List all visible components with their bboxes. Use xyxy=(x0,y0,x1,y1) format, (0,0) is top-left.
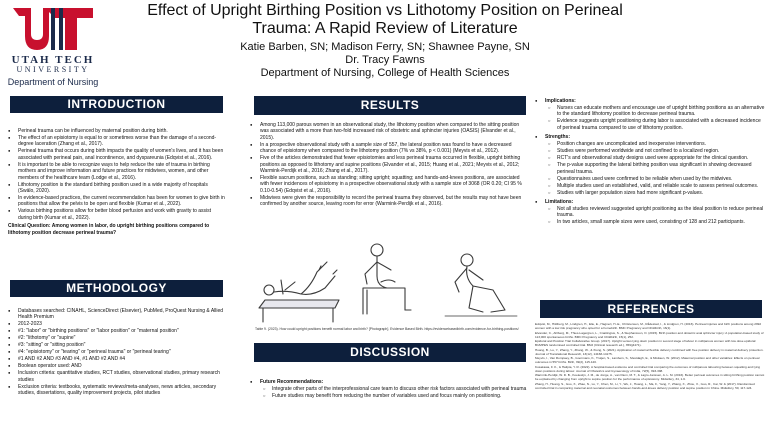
results-heading: RESULTS xyxy=(254,96,526,115)
implications-list xyxy=(535,98,765,226)
list-item: ● #2: "lithotomy" or "supine" xyxy=(8,335,225,341)
list-item: ● Databases searched: CINAHL, ScienceDirect (Elsevier), PubMed, ProQuest Nursing & Allied Health Premium xyxy=(8,308,225,321)
reference-item: Meyvis, I., Van Rompaey, B., Goormans, K., Truijen, S., Lambers, S., Mestdagh, E., & Mistiaen, W. (2012). Maternal position and other variables: Effects on perineal outcomes in 557 births. Birth, 39(2), 115-120. xyxy=(535,356,760,365)
poster-title: Effect of Upright Birthing Position vs Lithotomy Position on Perineal Trauma: A Rapid Review of Literature xyxy=(147,2,623,37)
methodology-section xyxy=(8,308,225,397)
results-section xyxy=(250,122,528,208)
list-item: ● Flexible sacrum positions, such as standing; sitting upright; squatting; and hands-and-knees positions, are associated with fewer incidences of episiotomy in a prospective observational study with a sample size of 3068 (OR 0.20; CI 95 % 0.10-0.54) (Edqvist et al., 2016). xyxy=(250,175,528,194)
figure-caption: Table 9. (2023). How could upright positions benefit normal labor and birth? [Photograph]. Evidence Based Birth. https://evidencebasedbirth.com/evidence-for-birthing-positions/ xyxy=(255,327,519,331)
logo-department: Department of Nursing xyxy=(7,77,99,87)
list-item: ○ Studies were performed worldwide and not confined to a localized region. xyxy=(535,148,765,154)
introduction-heading: INTRODUCTION xyxy=(10,96,223,113)
poster-header xyxy=(120,2,650,80)
list-item: ● #4: "episiotomy" or "tearing" or "perineal trauma" or "perineal tearing" xyxy=(8,349,225,355)
poster-department: Department of Nursing, College of Health Sciences xyxy=(260,67,510,79)
list-item: ● Perineal trauma that occurs during birth impacts the quality of women's lives, and it has been associated with perineal pain, anal incontinence, and dyspareunia (Edqvist et al., 2016). xyxy=(8,148,225,161)
birthing-positions-illustration xyxy=(255,230,527,326)
discussion-list xyxy=(250,379,528,399)
implications-heading: ● Implications: xyxy=(535,98,765,104)
list-item: ● #3: "sitting" or "sitting position" xyxy=(8,342,225,348)
list-item: ○ Future studies may benefit from reducing the number of variables used and focus mainly on positioning. xyxy=(250,393,528,399)
ut-logo-icon xyxy=(11,6,95,52)
list-item: ● Among 113,000 parous women in an observational study, the lithotomy position when compared to the sitting position was associated with a more than two-fold increased risk of obstetric anal sphincter injuries (OASIS) (Elvander et al., 2015). xyxy=(250,122,528,141)
reference-item: Epidural and Position Trial Collaborative Group. (2017). Upright versus lying down position in second stage of labour in nulliparous women with low dose epidural: BUMPES randomised controlled trial. BMJ (Clinical research ed.), 359(j4471). xyxy=(535,339,757,348)
list-item: ○ Position changes are uncomplicated and inexpensive interventions. xyxy=(535,141,765,147)
reference-item: Huang, B., Lu, Y., Zhang, Y., Zhang, W., & Xiong, S. (2021). Application of maternal flexible delivery combined with free position delivery in maternal delivery protection. Journal of Translational Research, 13(12), 14168-14175. xyxy=(535,347,764,356)
discussion-subheading: ● Future Recommendations: xyxy=(250,379,528,385)
list-item: ○ Nurses can educate mothers and encourage use of upright birthing positions as an alternative to the standard lithotomy position to decrease perineal trauma. xyxy=(535,105,765,118)
introduction-list xyxy=(8,128,225,221)
list-item: ○ Questionnaires used were confirmed to be reliable when used by the midwives. xyxy=(535,176,765,182)
list-item: ○ Not all studies reviewed suggested upright positioning as the ideal position to reduce perineal trauma. xyxy=(535,206,765,219)
list-item: ○ Multiple studies used an established, valid, and reliable scale to assess perineal outcomes. xyxy=(535,183,765,189)
poster-authors: Katie Barben, SN; Madison Ferry, SN; Shawnee Payne, SN xyxy=(240,41,530,53)
discussion-section xyxy=(250,379,528,400)
list-item: ● Midwives were given the responsibility to record the perineal trauma they observed, but the results may not have been confirmed by another source, leaving room for error (Warmink-Perdijk et al., 2016). xyxy=(250,195,528,208)
list-item: ● Various birthing positions allow for better blood perfusion and work with gravity to assist during birth (Kumar et al., 2022). xyxy=(8,208,225,221)
results-list xyxy=(250,122,528,208)
methodology-list xyxy=(8,308,225,397)
list-item: ● In a prospective observational study with a sample size of 557, the lateral position was found to have a decreased chance of episiotomy when compared to the lithotomy position (7% vs 38%, p < 0.001) (Meyvis et al., 2012). xyxy=(250,142,528,155)
list-item: ○ Studies with larger population sizes had more significant p-values. xyxy=(535,190,765,196)
lithotomy-position-drawing xyxy=(259,262,339,322)
list-item: ● #1 AND #2 AND #3 AND #4, #1 AND #2 AND #4 xyxy=(8,356,225,362)
list-item: ● Inclusion criteria: quantitative studies, RCT studies, observational studies, primary research studies xyxy=(8,370,225,383)
limitations-heading: ● Limitations: xyxy=(535,199,765,205)
list-item: ● 2012-2023 xyxy=(8,321,225,327)
university-logo xyxy=(3,2,103,88)
list-item: ● Five of the articles demonstrated that fewer episiotomies and less perineal trauma occurred in flexible, upright birthing positions as opposed to lithotomy and supine positions (Elvander et al., 2015; Huang et al., 2021; Meyvis et al., 2012; Warmink-Perdijk et al., 2016; Zhang et al., 2017). xyxy=(250,155,528,174)
list-item: ○ RCT's and observational study designs used were appropriate for the clinical question. xyxy=(535,155,765,161)
discussion-heading: DISCUSSION xyxy=(254,343,526,362)
reference-item: Warmink-Perdijk, W. D. B., Koelewijn, J. M., de Jonge, A., van Diem, M. T., & Lagro-Janssen, A. L. M. (2016). Better perineal outcomes in sitting birthing position cannot be explained by changing from upright to supine position for the performance of episiotomy. Midwifery, 34, 1-6. xyxy=(535,373,765,382)
strengths-heading: ● Strengths: xyxy=(535,134,765,140)
list-item: ● In evidence-based practices, the current recommendation has been for women to give birth in positions that allow the pelvis to be open and flexible (Kumar et al., 2022). xyxy=(8,195,225,208)
reference-item: Kusakawa, F. K., & Halipta, Y. R. (2022). A hospital-based evidence and controlled trial comparing the outcomes of nulliparous labouring between squatting and lying down positions during labour. Journal of Obstetrics and Gynaecology of India, 72(5), 393-398. xyxy=(535,364,761,373)
reference-item: Edqvist, M., Hildberg, M., Lindgren, H., Elie, E., Hagnert, H.-E., Christensen, M., Rådestad, I., & Lindgren, H. (2016). Perineal injuries and birth positions among 2992 women with a low risk pregnancy who opted for a homebirth. BMC Pregnancy and Childbirth, 16(1). xyxy=(535,322,762,331)
list-item: ● It is important to be able to recognize ways to help reduce the rate of trauma in birthing mothers and improve information and future practices for midwives, women, and other members of the healthcare team (Lodge et al., 2016). xyxy=(8,162,225,181)
reference-item: Zhang, H., Huang, S., Guo, X., Zhao, N., Lu, Y., Chen, M., Li, Y., Wu, J., Huang, L., Ma, F., Yang, Y., Zhang, X., Zhou, X., Guo, R., Cai, W. & (2017). Randomised controlled trial in comparing maternal and neonatal outcomes between hands-and-knees delivery position and supine position in China. Midwifery, 50, 117-124. xyxy=(535,381,755,390)
kneeling-position-drawing xyxy=(445,254,517,316)
list-item: ● #1: "labor" or "birthing positions" or "labor position" or "maternal position" xyxy=(8,328,225,334)
methodology-heading: METHODOLOGY xyxy=(10,280,223,297)
clinical-question: Clinical Question: Among women in labor, do upright birthing positions compared to lithotomy position decrease perineal trauma? xyxy=(8,223,210,236)
reference-item: Elvander, C., Ahlberg, M., Thies-Lagergren, L., Cnattingius, S., & Stephansson, O. (2015). Birth position and obstetric anal sphincter injury: A population-based study of 113,000 spontaneous births. BMC Pregnancy and Childbirth, 15(1), 252. xyxy=(535,330,764,339)
references-heading: REFERENCES xyxy=(540,300,762,318)
list-item: ● Perineal trauma can be influenced by maternal position during birth. xyxy=(8,128,225,134)
logo-line-2: UNIVERSITY xyxy=(16,65,90,74)
list-item: ○ In two articles, small sample sizes were used, consisting of 128 and 212 participants. xyxy=(535,219,765,225)
list-item: ○ Integrate other parts of the interprofessional care team to discuss other risk factors associated with perineal trauma xyxy=(250,386,528,392)
list-item: ● The effect of an episiotomy is equal to or sometimes worse than the damage of a second-degree laceration (Zhang et al., 2017). xyxy=(8,135,225,148)
list-item: ○ The p-value supporting the lateral birthing position was significant in showing decreased perineal trauma. xyxy=(535,162,765,175)
list-item: ● Lithotomy position is the standard birthing position used in a wide majority of hospitals (Swälo, 2020). xyxy=(8,182,225,195)
list-item: ● Boolean operator used: AND xyxy=(8,363,225,369)
poster-advisor: Dr. Tracy Fawns xyxy=(345,54,425,66)
sitting-position-drawing xyxy=(363,244,411,314)
list-item: ● Exclusion criteria: textbooks, systematic reviews/meta-analyses, news articles, secondary studies, dissertations, quality improvement projects, pilot studies xyxy=(8,384,225,397)
references-list xyxy=(535,322,765,390)
implications-section xyxy=(535,98,765,226)
list-item: ○ Evidence suggests upright positioning during labor is associated with a decreased incidence of perineal trauma compared to use of lithotomy position. xyxy=(535,118,765,131)
logo-line-1: UTAH TECH xyxy=(11,54,95,66)
introduction-section xyxy=(8,128,225,236)
